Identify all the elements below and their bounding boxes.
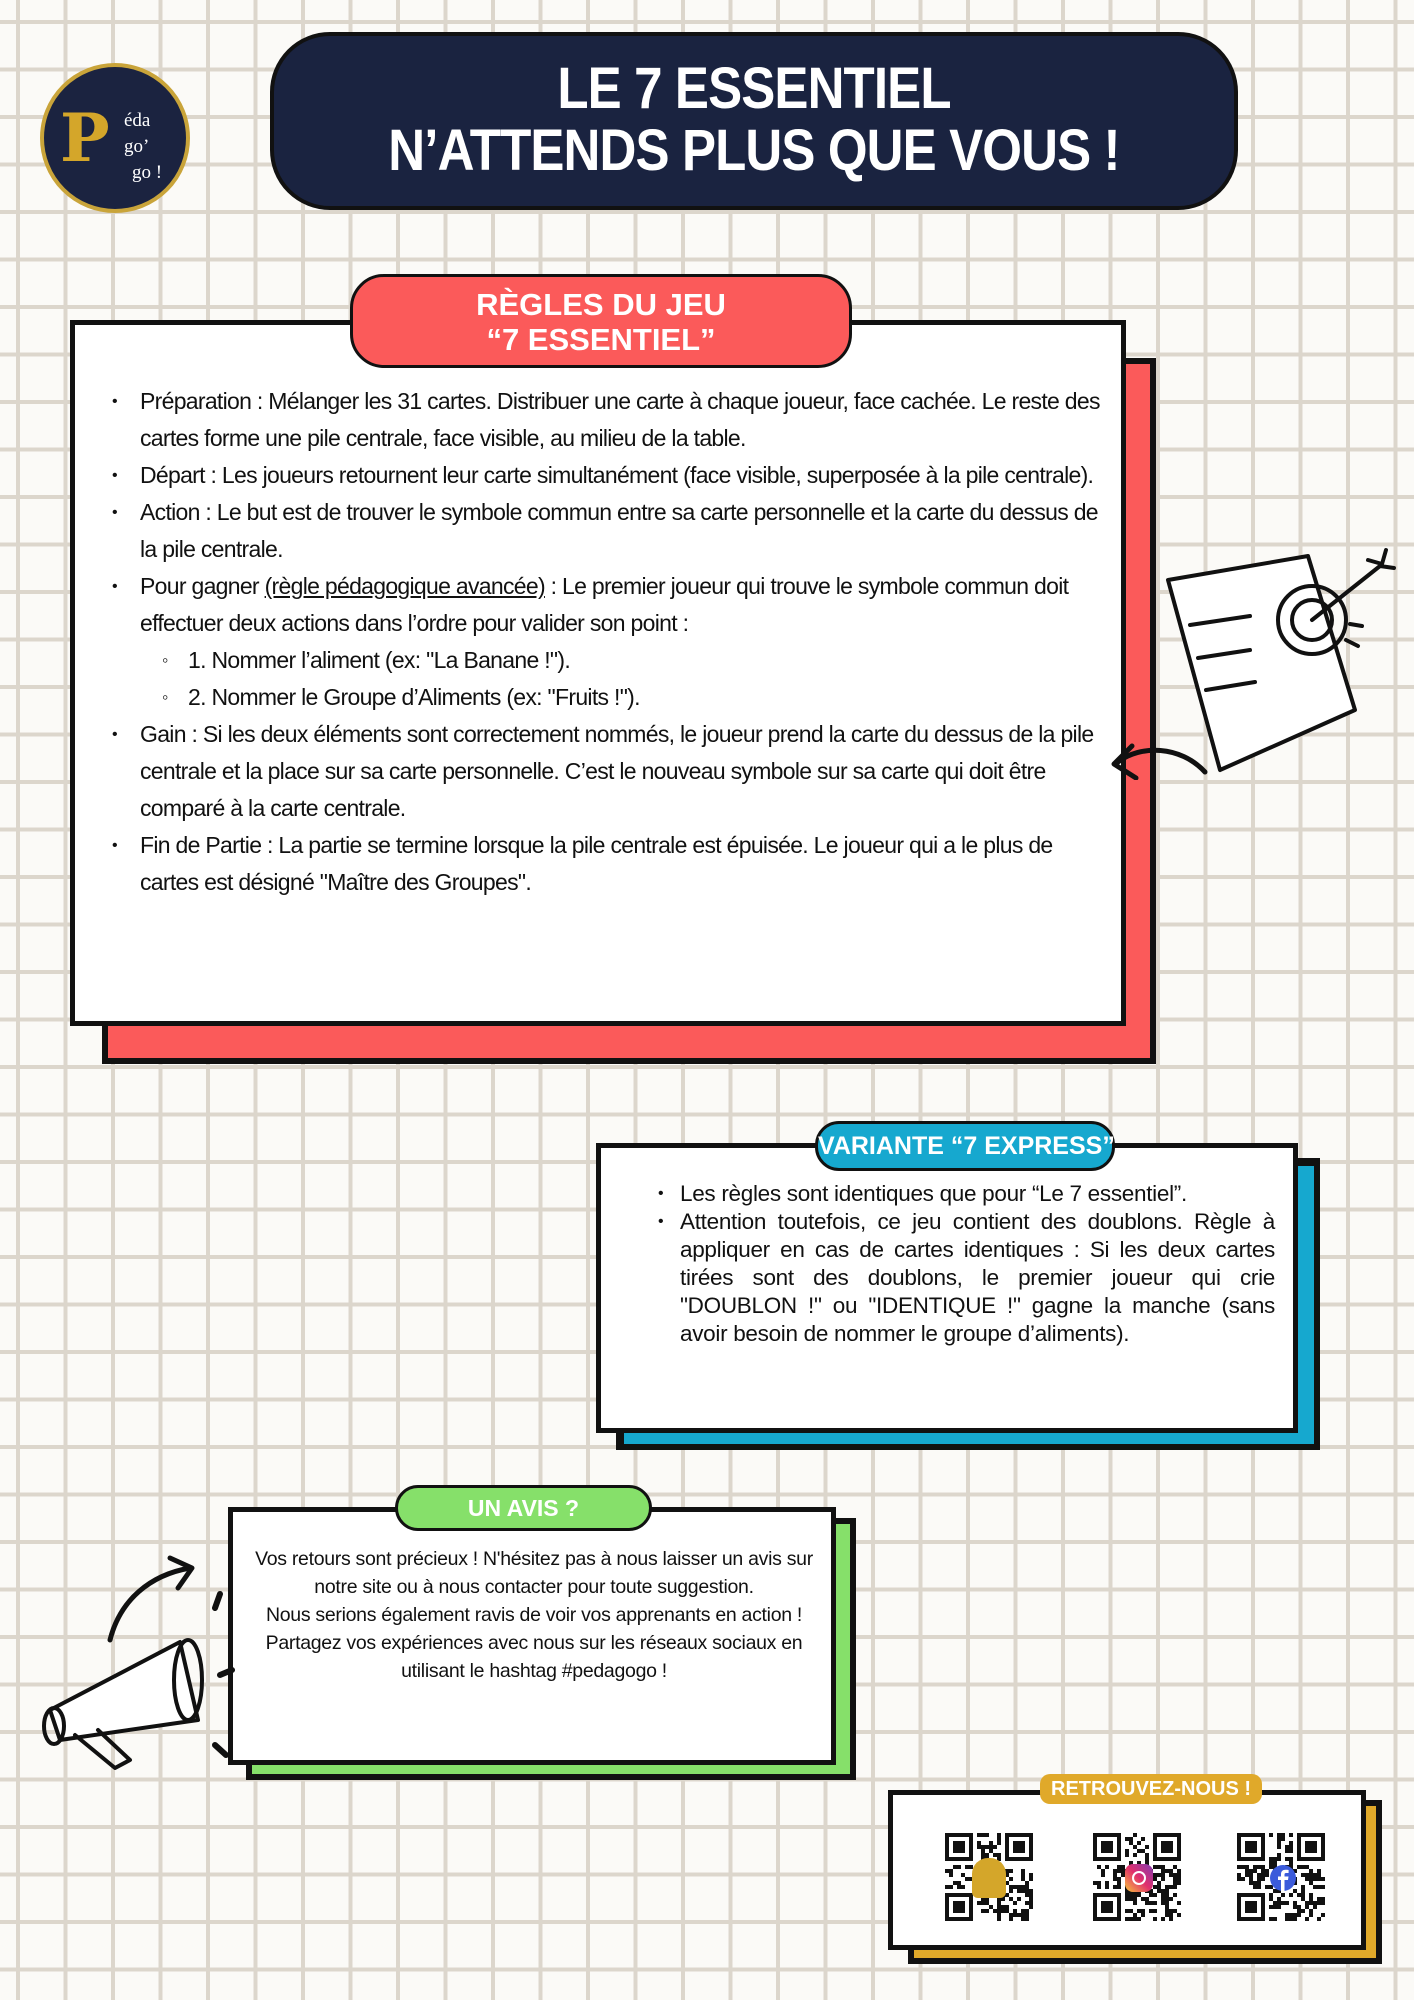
rules-list	[108, 383, 1103, 901]
rule-subitem	[108, 679, 1103, 716]
logo-text-2: go’	[124, 136, 150, 157]
page-title	[270, 32, 1238, 210]
rule-text: Les joueurs retournent leur carte simultanément (face visible, superposée à la pile centrale).	[216, 462, 1094, 488]
rule-label: Départ :	[140, 462, 217, 488]
rule-label: Fin de Partie :	[140, 832, 273, 858]
variant-item: • Les règles sont identiques que pour “Le 7 essentiel”.	[680, 1180, 1275, 1208]
avis-text	[246, 1545, 822, 1685]
facebook-icon	[1270, 1865, 1296, 1891]
rule-item	[108, 827, 1103, 901]
rule-text: 1. Nommer l’aliment (ex: "La Banane !").	[188, 647, 571, 673]
variant-tab: VARIANTE “7 EXPRESS”	[815, 1121, 1115, 1171]
rule-subitem	[108, 642, 1103, 679]
target-note-icon	[1050, 540, 1400, 780]
title-line-1: LE 7 ESSENTIEL	[557, 56, 951, 121]
rule-text: La partie se termine lorsque la pile centrale est épuisée. Le joueur qui a le plus de cartes est désigné "Maître des Groupes".	[140, 832, 1053, 895]
pedagogo-logo	[40, 63, 190, 213]
rule-text: Si les deux éléments sont correctement nommés, le joueur prend la carte du dessus de la pile centrale et la place sur sa carte personnelle. C’est le nouveau symbole sur sa carte qui doit être comparé à la carte centrale.	[140, 721, 1094, 821]
rule-text: : Le premier joueur qui trouve le symbole commun doit effectuer deux actions dans l’ordre pour valider son point :	[140, 573, 1069, 636]
avis-paragraph-2: Nous serions également ravis de voir vos apprenants en action ! Partagez vos expériences avec nous sur les réseaux sociaux en utilisant le hashtag #pedagogo !	[265, 1604, 803, 1682]
rule-item	[108, 383, 1103, 457]
rule-text: Le but est de trouver le symbole commun entre sa carte personnelle et la carte du dessus de la pile centrale.	[140, 499, 1098, 562]
rule-label: Action :	[140, 499, 212, 525]
avis-paragraph-1: Vos retours sont précieux ! N'hésitez pas à nous laisser un avis sur notre site ou à nous contacter pour toute suggestion.	[255, 1548, 813, 1598]
rules-tab-line-1: RÈGLES DU JEU	[476, 287, 726, 322]
logo-text-3: go !	[132, 162, 163, 183]
rules-tab	[350, 274, 852, 368]
avis-tab: UN AVIS ?	[395, 1485, 652, 1531]
rule-text: 2. Nommer le Groupe d’Aliments (ex: "Fruits !").	[188, 684, 640, 710]
social-tab: RETROUVEZ-NOUS !	[1040, 1774, 1262, 1804]
rule-item	[108, 457, 1103, 494]
logo-letter: P	[60, 99, 110, 177]
rules-tab-line-2: “7 ESSENTIEL”	[486, 322, 716, 357]
variant-item: • Attention toutefois, ce jeu contient des doublons. Règle à appliquer en cas de cartes identiques : Si les deux cartes tirées sont des doublons, le premier joueur qui crie "DOUBLON !" ou "IDENTIQUE !" gagne la manche (sans avoir besoin de nommer le groupe d’aliments).	[680, 1208, 1275, 1348]
instagram-icon	[1125, 1864, 1153, 1892]
rule-label: Préparation :	[140, 388, 263, 414]
rule-item	[108, 568, 1103, 642]
logo-text-1: éda	[124, 110, 151, 131]
megaphone-icon	[20, 1530, 235, 1770]
rule-text: Mélanger les 31 cartes. Distribuer une carte à chaque joueur, face cachée. Le reste des cartes forme une pile centrale, face visible, au milieu de la table.	[140, 388, 1100, 451]
rule-underlined: (règle pédagogique avancée)	[264, 573, 545, 599]
rule-item	[108, 716, 1103, 827]
rule-item	[108, 494, 1103, 568]
title-line-2: N’ATTENDS PLUS QUE VOUS !	[388, 118, 1120, 183]
variant-list	[680, 1180, 1275, 1348]
rule-label: Gain :	[140, 721, 198, 747]
pedagogo-logo-icon	[972, 1858, 1006, 1898]
rule-label: Pour gagner	[140, 573, 265, 599]
